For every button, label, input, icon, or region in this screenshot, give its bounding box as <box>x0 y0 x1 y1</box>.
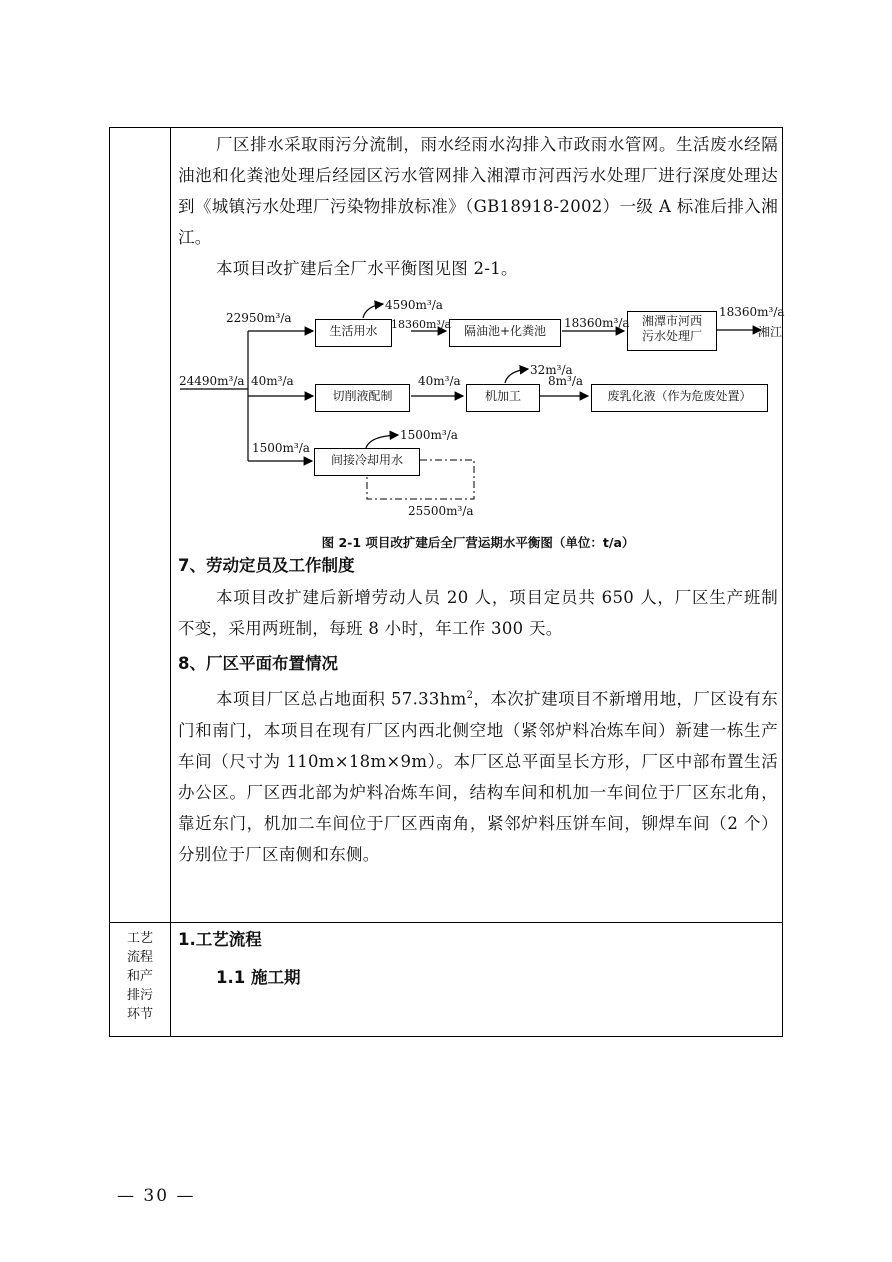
section8-text-b: ，本次扩建项目不新增用地，厂区设有东门和南门，本项目在现有厂区内西北侧空地（紧邻炉料冶炼车间）新建一栋生产车间（尺寸为 110m×18m×9m）。本厂区总平面呈长方形，厂区中部布置生活办公区。厂区西北部为炉料冶炼车间，结构车间和机加一车间位于厂区东北角，靠近东门，机加二车间位于厂区西南角，紧邻炉料压饼车间，铆焊车间（2 个）分别位于厂区南侧和东侧。 <box>178 689 779 864</box>
table-row-divider <box>109 922 783 923</box>
section8-text-a: 本项目厂区总占地面积 57.33hm <box>216 689 467 709</box>
section8-superscript: 2 <box>466 690 474 701</box>
waste-emulsion-box: 废乳化液（作为危废处置） <box>591 384 768 412</box>
section8-text <box>178 680 778 870</box>
label-oil-to-wwtp: 18360m³/a <box>564 316 630 330</box>
side-label-line4: 排污 <box>126 988 153 1003</box>
label-domestic-to-oil: 18360m³/a <box>391 318 452 331</box>
side-label-line3: 和产 <box>126 969 153 984</box>
page-number: — 30 — <box>117 1186 196 1206</box>
label-recirculation: 25500m³/a <box>408 504 474 518</box>
process-heading: 1.工艺流程 <box>178 930 262 949</box>
cutting-fluid-box: 切削液配制 <box>315 384 410 412</box>
domestic-water-box: 生活用水 <box>315 319 392 347</box>
water-balance-diagram <box>178 286 785 534</box>
label-domestic-loss: 4590m³/a <box>385 298 443 312</box>
label-cooling-loss: 1500m³/a <box>400 428 458 442</box>
label-machining-loss: 32m³/a <box>530 363 573 377</box>
water-balance-intro: 本项目改扩建后全厂水平衡图见图 2-1。 <box>216 259 518 278</box>
section7-heading: 7、劳动定员及工作制度 <box>178 556 355 575</box>
label-river: 湘江 <box>758 325 783 339</box>
label-machining-out: 8m³/a <box>548 374 584 388</box>
machining-box: 机加工 <box>466 384 540 412</box>
indirect-cooling-box: 间接冷却用水 <box>314 448 420 476</box>
figure-caption: 图 2-1 项目改扩建后全厂营运期水平衡图（单位：t/a） <box>321 535 635 550</box>
main-cell <box>178 128 785 870</box>
label-total-in: 24490m³/a <box>179 374 245 388</box>
process-cell <box>178 926 778 992</box>
wwtp-line1: 湘潭市河西 <box>641 314 702 328</box>
side-label-line1: 工艺 <box>126 931 153 946</box>
side-label-line2: 流程 <box>126 950 153 965</box>
construction-period-heading: 1.1 施工期 <box>216 968 301 987</box>
wwtp-line2: 污水处理厂 <box>641 329 702 343</box>
oil-septic-tank-box: 隔油池+化粪池 <box>449 319 561 347</box>
label-cutting-to-machining: 40m³/a <box>418 374 461 388</box>
side-label-cell <box>110 929 170 1024</box>
side-label-line5: 环节 <box>126 1007 153 1022</box>
label-to-cooling: 1500m³/a <box>252 441 310 455</box>
label-wwtp-out: 18360m³/a <box>719 305 785 319</box>
table-column-divider <box>170 127 171 1037</box>
section8-heading: 8、厂区平面布置情况 <box>178 654 338 673</box>
section7-text: 本项目改扩建后新增劳动人员 20 人，项目定员共 650 人，厂区生产班制不变，采用两班制，每班 8 小时，年工作 300 天。 <box>178 588 778 638</box>
label-to-domestic: 22950m³/a <box>226 311 292 325</box>
drainage-paragraph: 厂区排水采取雨污分流制，雨水经雨水沟排入市政雨水管网。生活废水经隔油池和化粪池处理后经园区污水管网排入湘潭市河西污水处理厂进行深度处理达到《城镇污水处理厂污染物排放标准》（GB18918-2002）一级 A 标准后排入湘江。 <box>178 135 778 247</box>
wwtp-box <box>627 311 717 351</box>
label-to-cutting: 40m³/a <box>251 374 294 388</box>
